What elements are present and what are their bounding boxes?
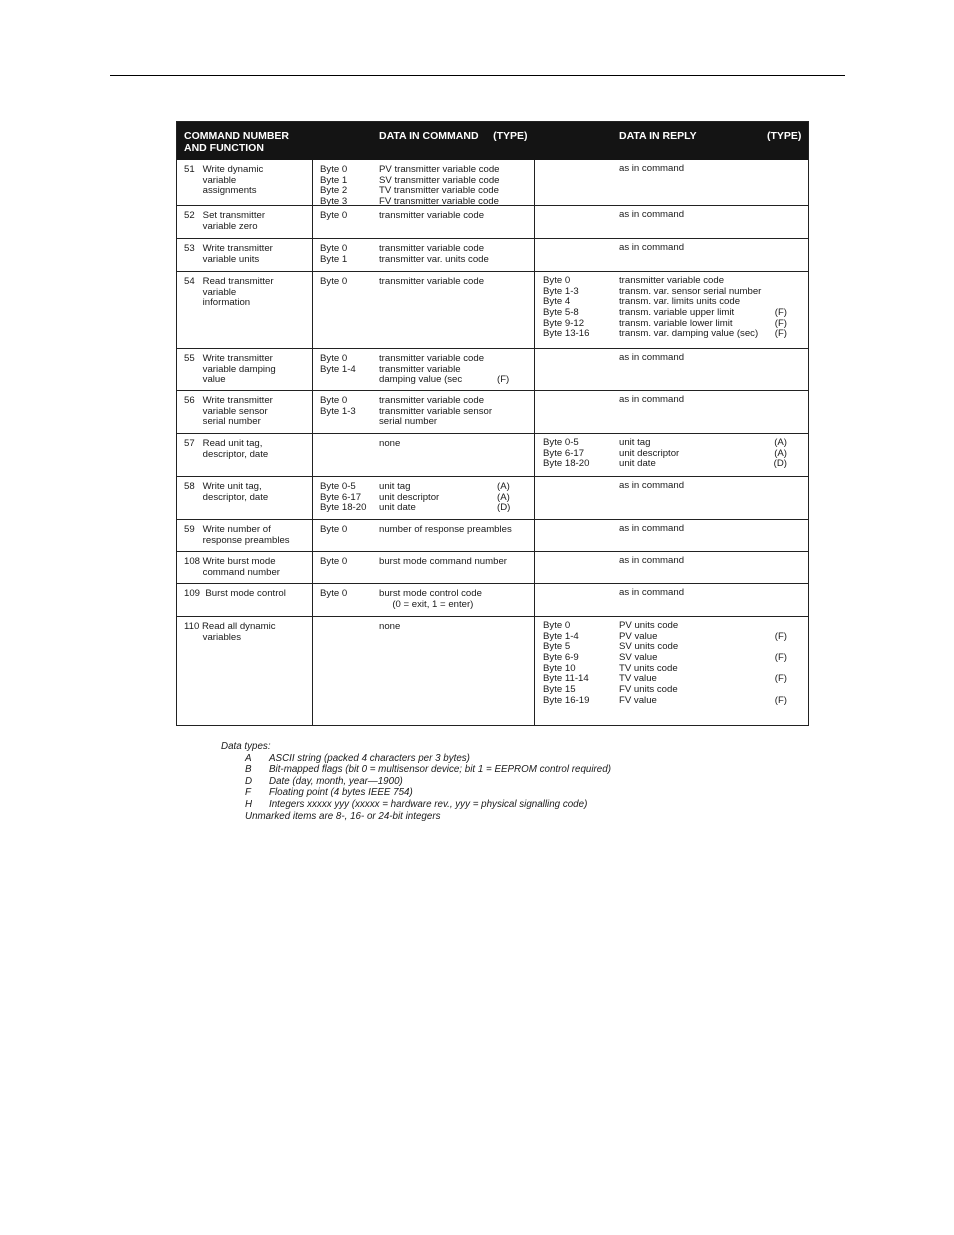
command-table xyxy=(176,121,809,726)
command-bytes-line: Byte 0 xyxy=(320,524,348,535)
reply-data xyxy=(619,243,787,254)
column-divider xyxy=(534,391,535,433)
command-function: 57 Read unit tag, descriptor, date xyxy=(184,438,269,460)
reply-types-line: (F) xyxy=(774,317,787,329)
column-divider xyxy=(312,477,313,519)
command-function: 109 Burst mode control xyxy=(184,588,286,599)
column-divider xyxy=(312,349,313,390)
command-bytes-line: Byte 3 xyxy=(320,196,348,208)
command-types-line xyxy=(497,354,509,365)
column-divider xyxy=(312,552,313,583)
command-bytes-line: Byte 1 xyxy=(320,253,348,265)
command-function: 54 Read transmitter variable information xyxy=(184,276,274,309)
reply-bytes-line: Byte 1-4 xyxy=(543,630,579,642)
table-row xyxy=(177,583,808,616)
reply-bytes-line: Byte 9-12 xyxy=(543,317,585,329)
command-data-line: TV transmitter variable code xyxy=(379,185,499,197)
column-divider xyxy=(534,584,535,616)
header-command-function: COMMAND NUMBER AND FUNCTION xyxy=(184,130,289,154)
column-divider xyxy=(312,239,313,271)
column-divider xyxy=(534,434,535,476)
reply-bytes xyxy=(543,276,619,340)
reply-data-line: transm. var. limits units code xyxy=(619,296,741,308)
command-data xyxy=(379,211,531,222)
command-bytes-line: Byte 1-4 xyxy=(320,363,356,375)
command-bytes-line: Byte 0 xyxy=(320,164,348,175)
command-data-line: (0 = exit, 1 = enter) xyxy=(379,598,474,610)
command-data-line: transmitter variable code xyxy=(379,243,485,254)
command-types-line: (D) xyxy=(497,502,511,514)
table-row xyxy=(177,390,808,433)
reply-data-line: transmitter variable code xyxy=(619,275,725,286)
legend-title: Data types: xyxy=(221,741,271,752)
column-divider xyxy=(312,391,313,433)
command-data-line: none xyxy=(379,438,401,449)
reply-data xyxy=(619,438,787,470)
column-divider xyxy=(534,520,535,551)
command-data xyxy=(379,622,531,633)
reply-types xyxy=(765,276,787,340)
table-row xyxy=(177,476,808,519)
reply-data-line: as in command xyxy=(619,523,685,534)
reply-types-line: (D) xyxy=(773,458,787,470)
command-bytes xyxy=(320,557,377,568)
reply-types-line: (F) xyxy=(774,307,787,319)
command-bytes-line: Byte 6-17 xyxy=(320,491,362,503)
legend-items xyxy=(221,753,611,811)
command-data-line: burst mode control code xyxy=(379,588,482,599)
reply-bytes-line: Byte 11-14 xyxy=(543,673,589,685)
command-bytes-line: Byte 0 xyxy=(320,276,348,287)
reply-data-line: TV value xyxy=(619,673,657,685)
reply-types-line: (F) xyxy=(774,652,787,664)
command-function: 58 Write unit tag, descriptor, date xyxy=(184,481,269,503)
command-bytes xyxy=(320,354,377,375)
command-bytes-line: Byte 1 xyxy=(320,174,348,186)
legend-code: H xyxy=(245,798,253,810)
column-divider xyxy=(534,552,535,583)
command-bytes-line: Byte 0 xyxy=(320,588,348,599)
command-bytes xyxy=(320,589,377,600)
reply-data-line: as in command xyxy=(619,394,685,405)
reply-types-line xyxy=(765,287,787,298)
reply-bytes-line: Byte 6-9 xyxy=(543,652,579,664)
column-divider xyxy=(534,206,535,238)
reply-data-line: as in command xyxy=(619,555,685,566)
command-function: 52 Set transmitter variable zero xyxy=(184,210,266,232)
command-types-line: (F) xyxy=(497,374,510,386)
reply-data-line: as in command xyxy=(619,242,685,253)
command-bytes-line: Byte 0-5 xyxy=(320,481,356,492)
reply-data-line: unit tag xyxy=(619,437,651,448)
table-row xyxy=(177,551,808,583)
reply-bytes-line: Byte 5-8 xyxy=(543,307,579,319)
reply-types-line: (F) xyxy=(774,328,787,340)
reply-data-line: unit descriptor xyxy=(619,447,680,459)
column-divider xyxy=(312,617,313,725)
command-data-line: SV transmitter variable code xyxy=(379,174,500,186)
command-bytes-line: Byte 0 xyxy=(320,210,348,221)
header-data-in-reply: DATA IN REPLY xyxy=(619,130,697,142)
command-data-line: transmitter variable code xyxy=(379,395,485,406)
command-data-line: unit descriptor xyxy=(379,491,440,503)
reply-data-line: as in command xyxy=(619,209,685,220)
reply-data xyxy=(619,481,787,492)
table-row xyxy=(177,160,808,208)
command-function: 59 Write number of response preambles xyxy=(184,524,290,546)
reply-bytes xyxy=(543,438,619,470)
column-divider xyxy=(312,584,313,616)
reply-data-line: FV value xyxy=(619,694,657,706)
data-types-legend xyxy=(221,741,611,822)
table-row xyxy=(177,433,808,476)
reply-types xyxy=(765,621,787,707)
legend-code: F xyxy=(245,787,251,799)
command-function: 110 Read all dynamic variables xyxy=(184,621,276,643)
command-data-line: transmitter variable sensor xyxy=(379,405,493,417)
reply-data-line: SV value xyxy=(619,652,658,664)
reply-data xyxy=(619,210,787,221)
page-top-rule xyxy=(110,75,845,76)
reply-types-line: (A) xyxy=(774,447,787,459)
command-data xyxy=(379,396,531,428)
table-header xyxy=(177,122,808,160)
reply-types xyxy=(765,438,787,470)
command-data-line: none xyxy=(379,621,401,632)
reply-bytes-line: Byte 15 xyxy=(543,684,576,696)
reply-bytes-line: Byte 16-19 xyxy=(543,694,590,706)
column-divider xyxy=(534,160,535,205)
legend-code: D xyxy=(245,775,253,787)
table-row xyxy=(177,348,808,390)
column-divider xyxy=(534,272,535,348)
legend-text: Integers xxxxx yyy (xxxxx = hardware rev., yyy = physical signalling code) xyxy=(269,798,588,810)
command-bytes xyxy=(320,244,377,265)
command-bytes-line: Byte 0 xyxy=(320,395,348,406)
reply-bytes xyxy=(543,621,619,707)
command-data-line: damping value (sec xyxy=(379,374,463,386)
command-data-line: FV transmitter variable code xyxy=(379,196,499,208)
reply-data-line: PV value xyxy=(619,630,658,642)
reply-data-line: FV units code xyxy=(619,684,678,696)
reply-bytes-line: Byte 4 xyxy=(543,296,571,308)
command-data-line: transmitter variable code xyxy=(379,353,485,364)
reply-data-line: as in command xyxy=(619,163,685,174)
legend-text: Bit-mapped flags (bit 0 = multisensor device; bit 1 = EEPROM control required) xyxy=(269,764,611,776)
table-row xyxy=(177,238,808,271)
reply-data-line: SV units code xyxy=(619,641,679,653)
reply-data-line: transm. var. damping value (sec) xyxy=(619,328,759,340)
column-divider xyxy=(312,520,313,551)
reply-data xyxy=(619,164,787,175)
reply-data-line: transm. variable lower limit xyxy=(619,317,733,329)
command-data-line: number of response preambles xyxy=(379,524,512,535)
command-data xyxy=(379,277,531,288)
command-function: 108 Write burst mode command number xyxy=(184,556,280,578)
command-types xyxy=(497,354,509,386)
reply-data xyxy=(619,395,787,406)
column-divider xyxy=(534,239,535,271)
reply-bytes-line: Byte 18-20 xyxy=(543,458,590,470)
command-data xyxy=(379,439,531,450)
legend-note: Unmarked items are 8-, 16- or 24-bit integers xyxy=(245,810,441,822)
reply-data-line: as in command xyxy=(619,587,685,598)
reply-data-line: PV units code xyxy=(619,620,679,631)
reply-data xyxy=(619,276,787,340)
legend-code: B xyxy=(245,764,252,776)
legend-text: Floating point (4 bytes IEEE 754) xyxy=(269,787,413,799)
reply-data-line: transm. var. sensor serial number xyxy=(619,285,762,297)
column-divider xyxy=(534,349,535,390)
command-bytes xyxy=(320,277,377,288)
legend-item xyxy=(221,799,611,811)
command-bytes xyxy=(320,396,377,417)
command-data-line: unit tag xyxy=(379,481,411,492)
reply-data-line: as in command xyxy=(619,352,685,363)
command-data xyxy=(379,557,531,568)
legend-item xyxy=(221,764,611,776)
command-bytes-line: Byte 0 xyxy=(320,556,348,567)
command-function: 56 Write transmitter variable sensor serial number xyxy=(184,395,273,428)
column-divider xyxy=(312,160,313,205)
command-data-line: transmitter variable code xyxy=(379,210,485,221)
reply-bytes-line: Byte 13-16 xyxy=(543,328,590,340)
reply-data-line: unit date xyxy=(619,458,656,470)
reply-bytes-line: Byte 6-17 xyxy=(543,447,585,459)
command-bytes xyxy=(320,165,377,208)
column-divider xyxy=(534,617,535,725)
reply-bytes-line: Byte 0 xyxy=(543,275,571,286)
column-divider xyxy=(312,434,313,476)
command-bytes-line: Byte 1-3 xyxy=(320,405,356,417)
command-bytes xyxy=(320,482,377,514)
command-data xyxy=(379,165,531,208)
command-data xyxy=(379,589,531,610)
table-row xyxy=(177,519,808,551)
command-data-line: unit date xyxy=(379,502,416,514)
command-bytes xyxy=(320,525,377,536)
command-data xyxy=(379,244,531,265)
command-bytes xyxy=(320,211,377,222)
command-function: 51 Write dynamic variable assignments xyxy=(184,164,264,197)
reply-data xyxy=(619,588,787,599)
command-bytes-line: Byte 2 xyxy=(320,185,348,197)
command-data-line: PV transmitter variable code xyxy=(379,164,500,175)
command-data-line: serial number xyxy=(379,416,438,428)
reply-types-line xyxy=(765,276,787,287)
reply-data xyxy=(619,621,787,707)
command-data-line: transmitter variable xyxy=(379,363,461,375)
reply-data-line: TV units code xyxy=(619,662,678,674)
command-data xyxy=(379,525,531,536)
command-data-line: transmitter variable code xyxy=(379,276,485,287)
legend-item xyxy=(221,753,611,765)
legend-item xyxy=(221,787,611,799)
command-bytes-line: Byte 0 xyxy=(320,353,348,364)
legend-item xyxy=(221,776,611,788)
legend-text: Date (day, month, year—1900) xyxy=(269,775,403,787)
column-divider xyxy=(312,272,313,348)
reply-data xyxy=(619,556,787,567)
table-row xyxy=(177,205,808,238)
reply-bytes-line: Byte 0-5 xyxy=(543,437,579,448)
reply-types-line: (F) xyxy=(774,673,787,685)
reply-bytes-line: Byte 5 xyxy=(543,641,571,653)
reply-data xyxy=(619,353,787,364)
reply-types-line: (A) xyxy=(774,437,787,448)
column-divider xyxy=(534,477,535,519)
reply-bytes-line: Byte 1-3 xyxy=(543,285,579,297)
command-bytes-line: Byte 0 xyxy=(320,243,348,254)
legend-text: ASCII string (packed 4 characters per 3 bytes) xyxy=(269,752,470,764)
command-types-line: (A) xyxy=(497,481,510,492)
reply-data xyxy=(619,524,787,535)
reply-types-line: (F) xyxy=(774,694,787,706)
command-data-line: burst mode command number xyxy=(379,556,507,567)
command-bytes-line: Byte 18-20 xyxy=(320,502,367,514)
command-types-line: (A) xyxy=(497,491,510,503)
table-row xyxy=(177,616,808,725)
reply-data-line: as in command xyxy=(619,480,685,491)
command-types xyxy=(497,482,510,514)
reply-bytes-line: Byte 0 xyxy=(543,620,571,631)
reply-data-line: transm. variable upper limit xyxy=(619,307,735,319)
reply-types-line: (F) xyxy=(774,630,787,642)
header-reply-type: (TYPE) xyxy=(767,130,802,142)
table-row xyxy=(177,271,808,348)
command-data-line: transmitter var. units code xyxy=(379,253,489,265)
column-divider xyxy=(312,206,313,238)
command-function: 55 Write transmitter variable damping value xyxy=(184,353,276,386)
header-data-in-command: DATA IN COMMAND (TYPE) xyxy=(379,130,528,142)
legend-code: A xyxy=(245,752,252,764)
command-function: 53 Write transmitter variable units xyxy=(184,243,273,265)
table-body xyxy=(177,160,808,725)
reply-bytes-line: Byte 10 xyxy=(543,662,576,674)
